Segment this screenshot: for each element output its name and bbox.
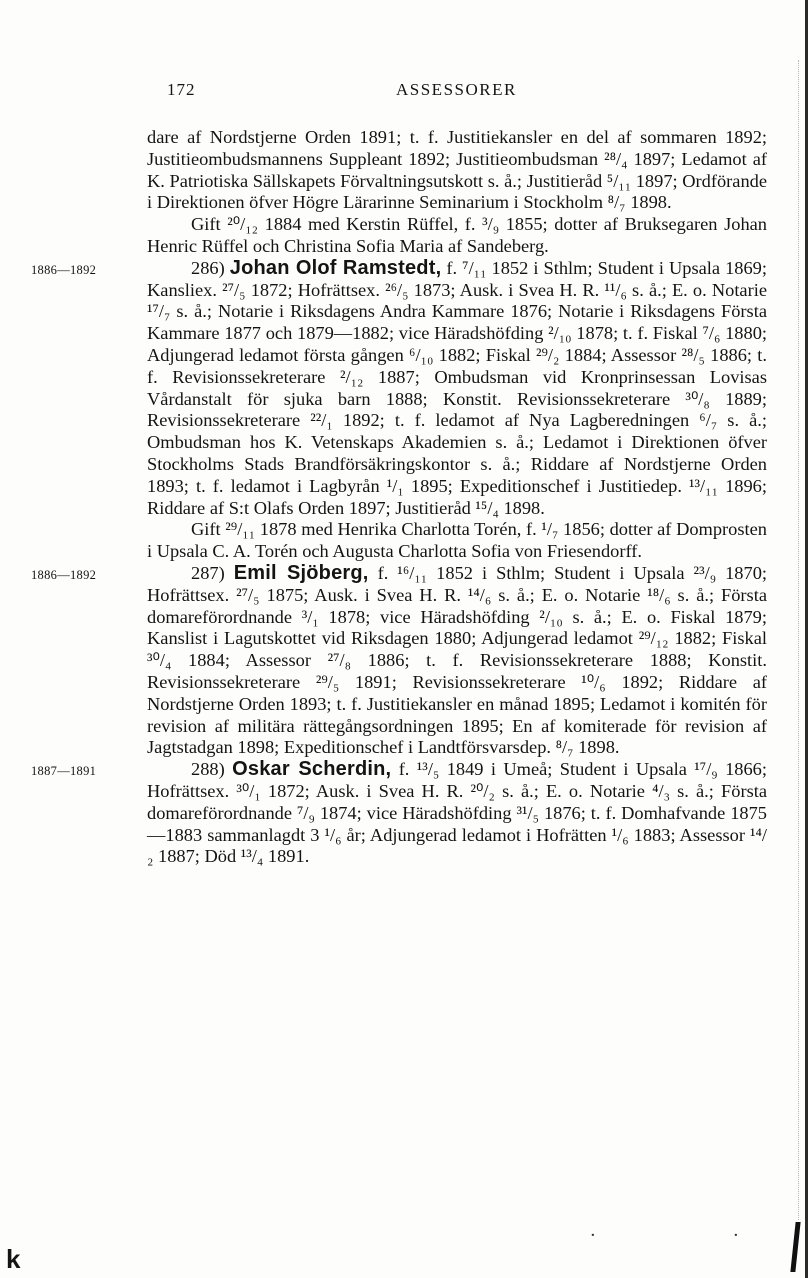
entry-288 (31, 758, 767, 868)
entry-text: f. ⁷/₁₁ 1852 i Sthlm; Student i Upsala 1869; Kansliex. ²⁷/₅ 1872; Hofrättsex. ²⁶/₅ 1873; Ausk. i Svea H. R. ¹¹/₆ s. å.; E. o. Notarie ¹⁷/₇ s. å.; Notarie i Riksdagens Andra Kammare 1876; Notarie i Riksdagens Första Kammare 1877 och 1879—1882; vice Häradshöfding ²/₁₀ 1878; t. f. Fiskal ⁷/₆ 1880; Adjungerad ledamot första gången ⁶/₁₀ 1882; Fiskal ²⁹/₂ 1884; Assessor ²⁸/₅ 1886; t. f. Revisionssekreterare ²/₁₂ 1887; Ombudsman vid Kronprinsessan Lovisas Vårdanstalt för sjuka barn 1888; Konstit. Revisionssekreterare ³⁰/₈ 1889; Revisionssekreterare ²²/₁ 1892; t. f. ledamot af Nya Lagberedningen ⁶/₇ s. å.; Ombudsman hos K. Vetenskaps Akademien s. å.; Ledamot i Direktionen öfver Stockholms Stads Brandförsäkringskontor s. å.; Riddare af Nordstjerne Orden 1893; t. f. ledamot i Lagbyrån ¹/₁ 1895; Expeditionschef i Justitiedep. ¹³/₁₁ 1896; Riddare af S:t Olafs Orden 1897; Justitieråd ¹⁵/₄ 1898. (147, 257, 767, 518)
entry-number: 287) (191, 562, 225, 583)
running-head: ASSESSORER (396, 80, 517, 99)
page-edge-speckle (798, 60, 800, 1220)
entry-286 (31, 256, 767, 520)
entry-name: Emil Sjöberg, (233, 561, 369, 584)
entry-marriage: Gift ²⁹/₁₁ 1878 med Henrika Charlotta Torén, f. ¹/₇ 1856; dotter af Domprosten i Upsala C. A. Torén och Augusta Charlotta Sofia von Friesendorff. (147, 519, 767, 562)
page-body (31, 127, 767, 868)
page-number: 172 (167, 80, 196, 99)
entry-text: f. ¹⁶/₁₁ 1852 i Sthlm; Student i Upsala ²³/₉ 1870; Hofrättsex. ²⁷/₅ 1875; Ausk. i Svea H. R. ¹⁴/₆ s. å.; E. o. Notarie ¹⁸/₆ s. å.; Första domareförordnande ³/₁ 1878; vice Häradshöfding ²/₁₀ s. å.; E. o. Fiskal 1879; Kanslist i Lagutskottet vid Riksdagen 1880; Adjungerad ledamot ²⁹/₁₂ 1882; Fiskal ³⁰/₄ 1884; Assessor ²⁷/₈ 1886; t. f. Revisionssekreterare 1888; Konstit. Revisionssekreterare ²⁹/₅ 1891; Revisionssekreterare ¹⁰/₆ 1892; Riddare af Nordstjerne Orden 1893; t. f. Justitiekansler en månad 1895; Ledamot i komitén för revision af militära rättegångsordningen 1895; En af komiterade för revision af Jagtstadgan 1898; Expeditionschef i Landtförsvarsdep. ⁸/₇ 1898. (147, 562, 767, 758)
entry-name: Oskar Scherdin, (232, 758, 392, 781)
entry-number: 286) (191, 257, 225, 278)
speck-mark: · (590, 1225, 596, 1246)
entry-years: 1886—1892 (31, 567, 97, 582)
continuation-marriage: Gift ²⁰/₁₂ 1884 med Kerstin Rüffel, f. ³/₉ 1855; dotter af Bruksegaren Johan Henric Rüffel och Christina Sofia Maria af Sandeberg. (147, 214, 767, 256)
entry-number: 288) (191, 759, 225, 780)
page-header (0, 80, 808, 102)
continuation-text: dare af Nordstjerne Orden 1891; t. f. Justitiekansler en del af sommaren 1892; Justitieombudsmannens Suppleant 1892; Justitieombudsman ²⁸/₄ 1897; Ledamot af K. Patriotiska Sällskapets Förvaltningsutskott s. å.; Justitieråd ⁵/₁₁ 1897; Ordförande i Direktionen öfver Högre Lärarinne Seminarium i Stockholm ⁸/₇ 1898. (147, 127, 767, 213)
speck-mark: · (733, 1225, 739, 1246)
entry-years: 1887—1891 (31, 764, 97, 779)
entry-287 (31, 561, 767, 759)
binding-shadow-mark (790, 1222, 800, 1272)
entry-text: f. ¹³/₅ 1849 i Umeå; Student i Upsala ¹⁷/₉ 1866; Hofrättsex. ³⁰/₁ 1872; Ausk. i Svea H. R. ²⁰/₂ s. å.; E. o. Notarie ⁴/₃ s. å.; Första domareförordnande ⁷/₉ 1874; vice Häradshöfding ³¹/₅ 1876; t. f. Domhafvande 1875—1883 sammanlagdt 3 ¹/₆ år; Adjungerad ledamot i Hofrätten ¹/₆ 1883; Assessor ¹⁴/₂ 1887; Död ¹³/₄ 1891. (147, 759, 767, 867)
entry-name: Johan Olof Ramstedt, (229, 256, 442, 279)
corner-print-mark: k (6, 1244, 21, 1274)
entry-years: 1886—1892 (31, 262, 97, 277)
